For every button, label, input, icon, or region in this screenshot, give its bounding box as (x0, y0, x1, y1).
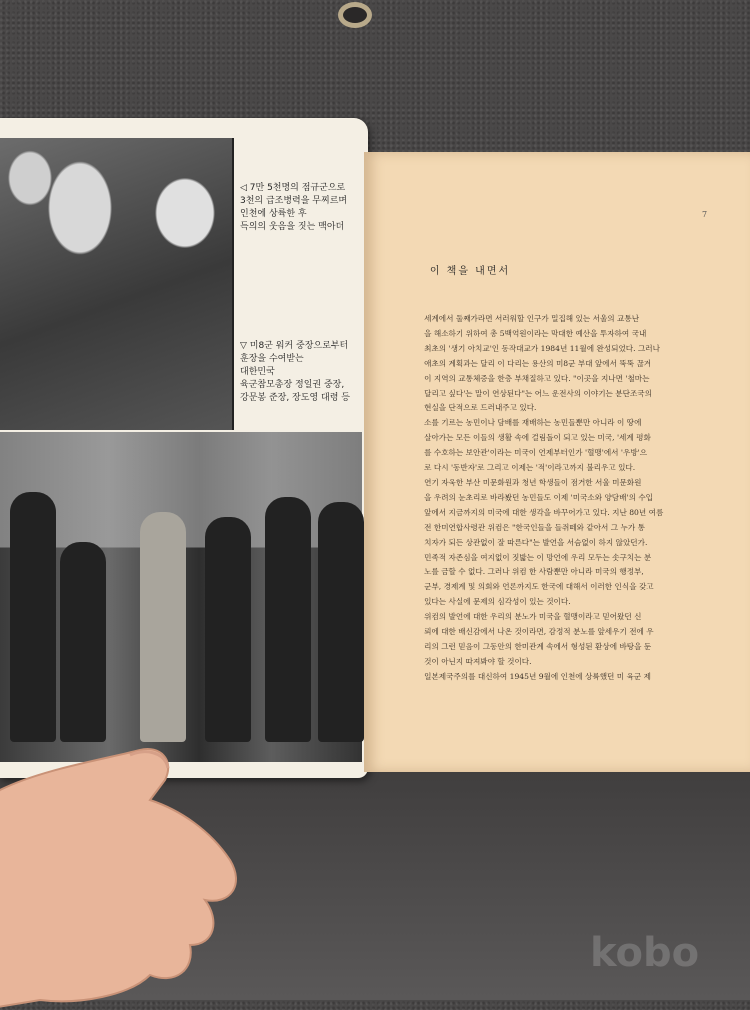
text-line: 군부, 경제계 및 의회와 언론까지도 한국에 대해서 이러한 인식을 갖고 (424, 582, 654, 592)
text-line: 소를 기르는 농민이나 담배를 재배하는 농민들뿐만 아니라 이 땅에 (424, 418, 642, 428)
photo-figure (265, 497, 311, 742)
text-line: 을 우려의 눈초리로 바라봤던 농민들도 이제 '미국소와 양담배'의 수입 (424, 492, 653, 502)
text-line: 뢰에 대한 배신감에서 나온 것이라면, 감정적 분노를 앞세우기 전에 우 (424, 627, 654, 637)
text-line: 민족적 자존심을 여지없이 짓밟는 이 망언에 우리 모두는 솟구치는 분 (424, 552, 652, 562)
hand-holding-book (0, 730, 280, 1010)
photo-figure (205, 517, 251, 742)
photo-medal-ceremony (0, 432, 362, 762)
text-line: 위컴의 발언에 대한 우리의 분노가 미국을 혈맹이라고 믿어왔던 신 (424, 612, 642, 622)
text-line: 애초의 계획과는 달리 이 다리는 용산의 미8군 부대 앞에서 뚝뚝 끊겨 (424, 358, 652, 368)
watermark: kobo (590, 930, 700, 976)
paragraph (415, 416, 741, 476)
text-line: 로 다시 '동반자'로 그리고 이제는 '적'이라고까지 불리우고 있다. (424, 463, 636, 473)
text-line: 일본제국주의를 대신하여 1945년 9월에 인천에 상륙했던 미 육군 제 (424, 671, 651, 681)
hand-shape (0, 749, 236, 1010)
photo-figure (10, 492, 56, 742)
paragraph (415, 610, 741, 670)
body-text (415, 312, 741, 685)
text-line: 살아가는 모든 이들의 생활 속에 걸림돌이 되고 있는 미국, '세계 평화 (424, 433, 651, 443)
text-line: 있다는 사실에 문제의 심각성이 있는 것이다. (424, 597, 571, 607)
page-number: 7 (702, 210, 708, 219)
photo-figure (140, 512, 186, 742)
text-line: 노를 금할 수 없다. 그러나 위컴 한 사람뿐만 아니라 미국의 행정부, (424, 567, 644, 577)
photo-figure (318, 502, 364, 742)
text-line: 세계에서 둘째가라면 서러워할 인구가 밀집해 있는 서울의 교통난 (424, 314, 640, 323)
text-line: 치자가 되든 상관없이 잘 따른다"는 발언을 서슴없이 하지 않았던가. (424, 537, 648, 547)
text-line: 앞에서 지금까지의 미국에 대한 생각을 바꾸어가고 있다. 지난 80년 여름 (424, 507, 664, 517)
photo-figure (60, 542, 106, 742)
text-line: 이 지역의 교통체증을 한층 부채질하고 있다. "이곳을 지나면 '철마는 (424, 373, 650, 383)
text-line: 을 해소하기 위하여 총 5백억원이라는 막대한 예산을 투자하여 국내 (424, 328, 647, 338)
photo-macarthur (0, 138, 234, 430)
caption-top: ◁ 7만 5천명의 점규군으로 3천의 급조병력을 무찌르며 인천에 상륙한 후 득의의 웃음을 짓는 맥아더 (240, 183, 348, 232)
text-line: 달리고 싶다'는 말이 연상된다"는 어느 운전사의 이야기는 분단조국의 (424, 388, 652, 398)
paragraph (415, 670, 741, 685)
text-line: 최초의 '생기 아치교'인 동작대교가 1984년 11월에 완성되었다. 그러나 (424, 343, 660, 353)
text-line: 현실을 단적으로 드러내주고 있다. (424, 403, 537, 413)
paragraph (415, 476, 741, 610)
text-line: 를 수호하는 보안관'이라는 미국이 언제부터인가 '혈맹'에서 '우방'으 (424, 448, 648, 458)
paragraph (415, 312, 741, 416)
page-heading: 이 책을 내면서 (429, 266, 511, 277)
text-line: 리의 그런 믿음이 그동안의 한미관계 속에서 형성된 환상에 바탕을 둔 (424, 641, 652, 651)
text-line: 연기 자욱한 부산 미문화원과 청년 학생들이 점거한 서울 미문화원 (424, 477, 642, 487)
caption-bottom: ▽ 미8군 워커 중장으로부터 훈장을 수여받는 대한민국 육군참모총장 정일권 중장, 강문봉 준장, 장도영 대령 등 (240, 341, 350, 403)
text-line: 전 한미연합사령관 위컴은 "한국인들을 들쥐떼와 같아서 그 누가 통 (424, 522, 645, 532)
metal-grommet (338, 2, 372, 28)
text-line: 것이 아닌지 따져봐야 할 것이다. (424, 656, 532, 666)
